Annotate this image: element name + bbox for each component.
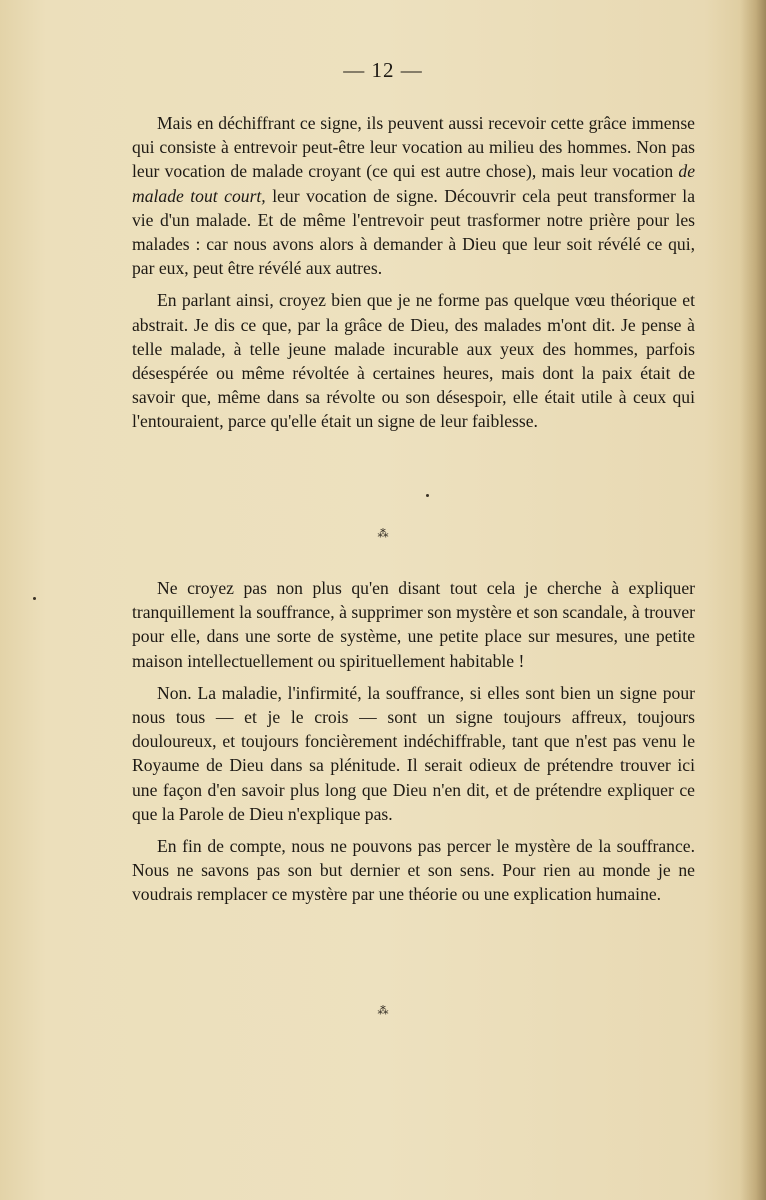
paragraph: Non. La maladie, l'infirmité, la souffrance, si elles sont bien un signe pour nous tous — et je le crois — sont un signe toujours affreux, toujours douloureux, et toujours foncièrement indéchiffrable, tant que n'est pas venu le Royaume de Dieu dans sa plénitude. Il serait odieux de prétendre trouver ici une façon d'en savoir plus long que Dieu n'en dit, et de prétendre expliquer ce que la Parole de Dieu n'explique pas. bbox=[132, 682, 695, 824]
text-section-1 bbox=[132, 111, 695, 442]
section-separator: ⁂ bbox=[377, 528, 389, 540]
paragraph: En fin de compte, nous ne pouvons pas percer le mystère de la souffrance. Nous ne savons pas son but dernier et son sens. Pour rien au monde je ne voudrais remplacer ce mystère par une théorie ou une explication humaine. bbox=[132, 836, 695, 905]
ink-speck bbox=[426, 494, 429, 497]
paragraph: Ne croyez pas non plus qu'en disant tout cela je cherche à expliquer tranquillement la souffrance, à supprimer son mystère et son scandale, à trouver pour elle, dans une sorte de système, une petite place sur mesures, une petite maison intellectuellement ou spirituellement habitable ! bbox=[132, 578, 695, 671]
paragraph bbox=[132, 111, 695, 280]
text-section-2 bbox=[132, 576, 695, 915]
paragraph-text: leur vocation de signe. Découvrir cela peut transformer la vie d'un malade. Et de même l'entrevoir peut trasformer notre prière pour les malades : car nous avons alors à demander à Dieu que leur soit révélé ce qui, par eux, peut être révélé aux autres. bbox=[132, 185, 696, 279]
paragraph-text: Mais en déchiffrant ce signe, ils peuvent aussi recevoir cette grâce immense qui consiste à entrevoir peut-être leur vocation au milieu des hommes. Non pas leur vocation de malade croyant (ce qui est autre chose), mais leur vocation bbox=[132, 113, 695, 182]
italic-phrase: de malade tout court, bbox=[132, 161, 695, 206]
paragraph: En parlant ainsi, croyez bien que je ne forme pas quelque vœu théorique et abstrait. Je dis ce que, par la grâce de Dieu, des malades m'ont dit. Je pense à telle malade, à telle jeune malade incurable aux yeux des hommes, parfois désespérée ou même révoltée à certaines heures, mais dont la paix était de savoir que, même dans sa révolte ou son désespoir, elle était utile à ceux qui l'entouraient, parce qu'elle était un signe de leur faiblesse. bbox=[132, 290, 695, 432]
section-separator: ⁂ bbox=[377, 1005, 389, 1017]
page-edge-shadow bbox=[740, 0, 766, 1200]
ink-speck bbox=[33, 597, 36, 600]
page-number: — 12 — bbox=[343, 58, 423, 82]
